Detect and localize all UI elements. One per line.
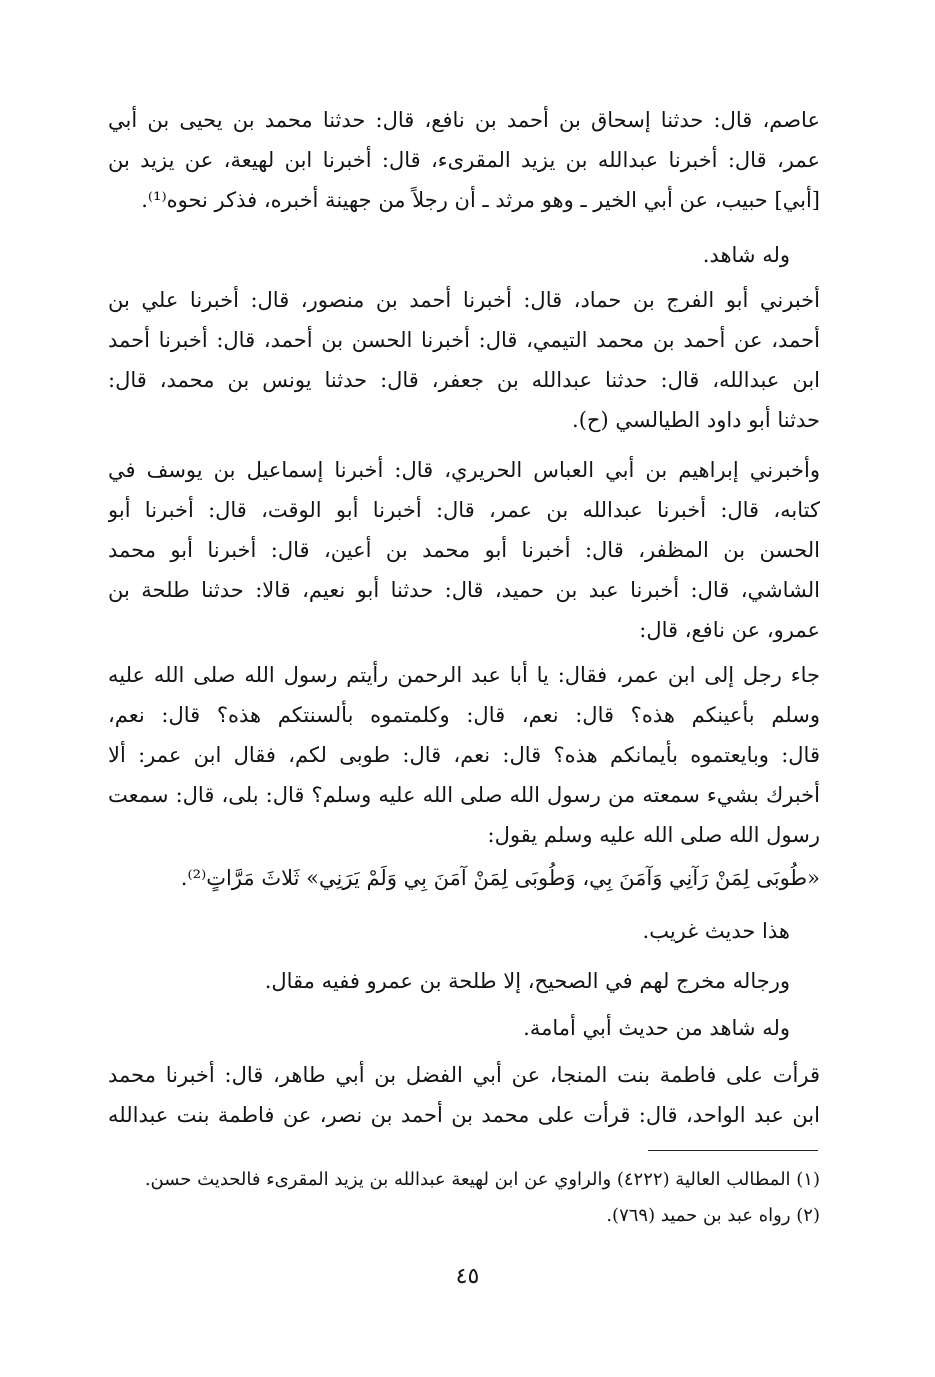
text-line: ورجاله مخرج لهم في الصحيح، إلا طلحة بن عمرو ففيه مقال. (264, 969, 790, 993)
paragraph-isnad-3 (108, 450, 820, 650)
footnote-1: (١) المطالب العالية (٤٢٢٢) والراوي عن ابن لهيعة عبدالله بن يزيد المقرىء فالحديث حسن. (144, 1169, 820, 1190)
text-line: ابن عبد الواحد، قال: قرأت على محمد بن أحمد بن نصر، عن فاطمة بنت عبدالله (108, 1103, 820, 1127)
text-line: كتابه، قال: أخبرنا عبدالله بن عمر، قال: أخبرنا أبو الوقت، قال: أخبرنا أبو (108, 498, 820, 522)
footnotes (108, 1162, 820, 1234)
text-line: الحسن بن المظفر، قال: أخبرنا أبو محمد بن أعين، قال: أخبرنا أبو محمد (108, 538, 820, 562)
paragraph-quoted-hadith (108, 858, 820, 898)
text-line: رسول الله صلى الله عليه وسلم يقول: (487, 823, 820, 847)
text-line: أخبرني أبو الفرج بن حماد، قال: أخبرنا أحمد بن منصور، قال: أخبرنا علي بن (108, 288, 820, 312)
text-line: عاصم، قال: حدثنا إسحاق بن أحمد بن نافع، قال: حدثنا محمد بن يحيى بن أبي (108, 108, 820, 132)
page-number: ٤٥ (455, 1264, 480, 1289)
text-line: وله شاهد من حديث أبي أمامة. (523, 1016, 790, 1040)
paragraph-grading (108, 911, 820, 951)
text-line: [أبي] حبيب، عن أبي الخير ـ وهو مرثد ـ أن رجلاً من جهينة أخبره، فذكر نحوه⁽¹⁾. (141, 188, 820, 212)
paragraph-isnad-1 (108, 100, 820, 220)
text-line: ابن عبدالله، قال: حدثنا عبدالله بن جعفر، قال: حدثنا يونس بن محمد، قال: (108, 368, 820, 392)
text-line: وأخبرني إبراهيم بن أبي العباس الحريري، قال: أخبرنا إسماعيل بن يوسف في (108, 458, 820, 482)
text-line: قرأت على فاطمة بنت المنجا، عن أبي الفضل بن أبي طاهر، قال: أخبرنا محمد (108, 1063, 820, 1087)
paragraph-narrators-note (108, 961, 820, 1001)
text-line: أخبرك بشيء سمعته من رسول الله صلى الله عليه وسلم؟ قال: بلى، قال: سمعت (108, 783, 820, 807)
text-line: وسلم بأعينكم هذه؟ قال: نعم، قال: وكلمتموه بألسنتكم هذه؟ قال: نعم، (108, 703, 820, 727)
paragraph-shahid-abi-umama (108, 1008, 820, 1048)
text-line: أحمد، عن أحمد بن محمد التيمي، قال: أخبرنا الحسن بن أحمد، قال: أخبرنا أحمد (108, 328, 820, 352)
text-line: وله شاهد. (702, 243, 790, 267)
footnote-2: (٢) رواه عبد بن حميد (٧٦٩). (606, 1205, 820, 1226)
text-line: «طُوبَى لِمَنْ رَآنِي وَآمَنَ بِي، وَطُوبَى لِمَنْ آمَنَ بِي وَلَمْ يَرَنِي» ثَلاثَ مَرَّاتٍ⁽²⁾. (180, 866, 820, 890)
text-line: عمر، قال: أخبرنا عبدالله بن يزيد المقرىء، قال: أخبرنا ابن لهيعة، عن يزيد بن (108, 148, 820, 172)
footnote-divider (648, 1150, 818, 1151)
text-line: عمرو، عن نافع، قال: (639, 618, 820, 642)
text-line: حدثنا أبو داود الطيالسي (ح). (572, 408, 820, 432)
text-line: الشاشي، قال: أخبرنا عبد بن حميد، قال: حدثنا أبو نعيم، قالا: حدثنا طلحة بن (108, 578, 820, 602)
text-line: قال: وبايعتموه بأيمانكم هذه؟ قال: نعم، قال: طوبى لكم، فقال ابن عمر: ألا (108, 743, 820, 767)
paragraph-shahid-note (108, 235, 820, 275)
text-line: هذا حديث غريب. (642, 919, 790, 943)
paragraph-hadith-matn (108, 655, 820, 855)
paragraph-isnad-4 (108, 1055, 820, 1135)
paragraph-isnad-2 (108, 280, 820, 440)
text-line: جاء رجل إلى ابن عمر، فقال: يا أبا عبد الرحمن رأيتم رسول الله صلى الله عليه (108, 663, 820, 687)
